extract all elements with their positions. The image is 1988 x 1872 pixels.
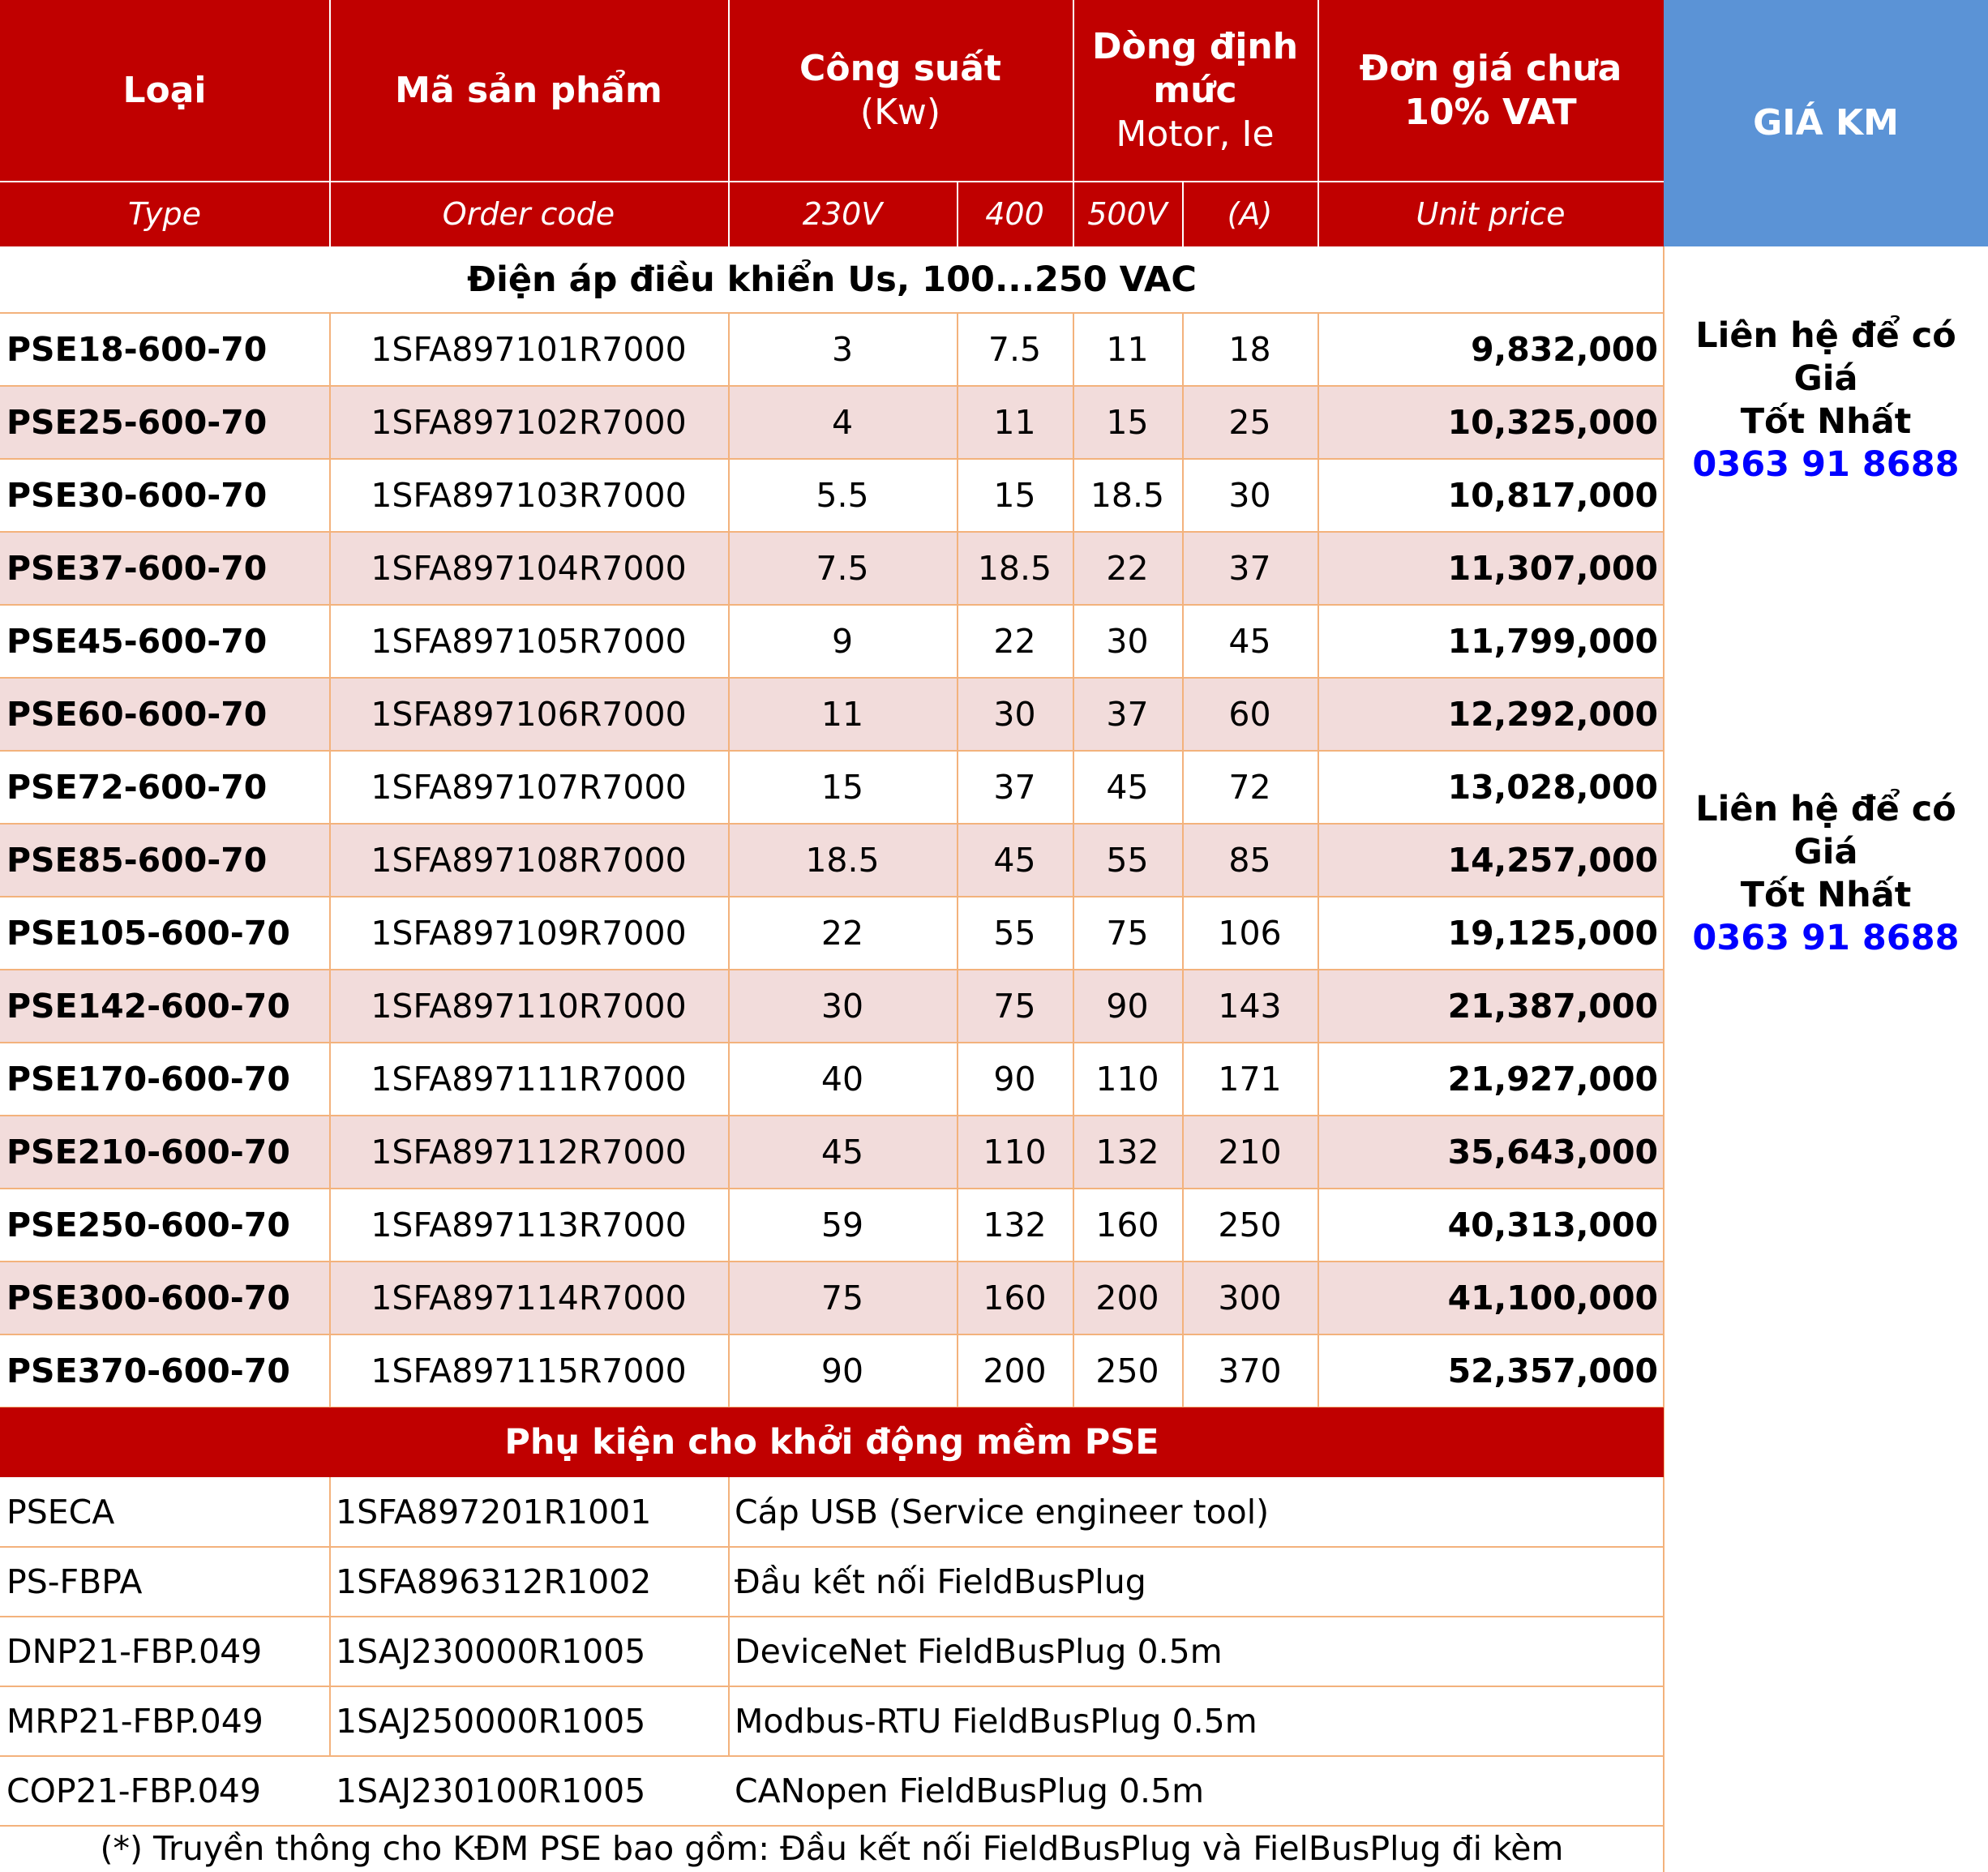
header-type-label: Loại xyxy=(122,70,207,111)
footnote: (*) Truyền thông cho KĐM PSE bao gồm: Đầu kết nối FieldBusPlug và FielBusPlug đi kèm xyxy=(100,1829,1564,1868)
cell-current-500v: 55 xyxy=(1106,841,1149,880)
cell-power-230v: 9 xyxy=(831,622,854,661)
cell-power-400v: 30 xyxy=(993,695,1036,734)
cell-power-400v: 110 xyxy=(983,1133,1047,1172)
cell-current-500v: 132 xyxy=(1095,1133,1159,1172)
subheader-230v: 230V xyxy=(802,196,883,232)
cell-power-230v: 59 xyxy=(820,1206,864,1244)
cell-power-400v: 15 xyxy=(993,476,1036,515)
cell-current-500v: 45 xyxy=(1106,768,1149,807)
header-promo xyxy=(1664,0,1988,246)
cell-code: 1SFA897111R7000 xyxy=(371,1060,687,1099)
cell-price: 13,028,000 xyxy=(1447,768,1658,807)
header-price-label: Đơn giá chưa 10% VAT xyxy=(1359,48,1622,133)
cell-current-amp: 25 xyxy=(1228,403,1271,442)
cell-power-230v: 7.5 xyxy=(816,549,869,588)
cell-price: 10,817,000 xyxy=(1447,476,1658,515)
cell-power-230v: 22 xyxy=(820,914,864,953)
cell-power-400v: 37 xyxy=(993,768,1036,807)
cell-power-230v: 15 xyxy=(820,768,864,807)
cell-code: 1SFA897106R7000 xyxy=(371,695,687,734)
cell-type: PSE370-600-70 xyxy=(6,1352,290,1390)
cell-power-230v: 40 xyxy=(820,1060,864,1099)
subheader-code: Order code xyxy=(442,196,615,232)
acc-desc: CANopen FieldBusPlug 0.5m xyxy=(735,1771,1205,1810)
cell-current-amp: 45 xyxy=(1228,622,1271,661)
cell-type: PSE85-600-70 xyxy=(6,841,268,880)
cell-type: PSE25-600-70 xyxy=(6,403,268,442)
acc-code: 1SFA896312R1002 xyxy=(336,1562,652,1601)
cell-power-400v: 7.5 xyxy=(988,330,1042,369)
header-code xyxy=(329,0,728,182)
cell-current-amp: 18 xyxy=(1228,330,1271,369)
subheader-type: Type xyxy=(128,196,201,232)
cell-power-230v: 11 xyxy=(820,695,864,734)
subheader-400v: 400 xyxy=(985,196,1044,232)
cell-code: 1SFA897109R7000 xyxy=(371,914,687,953)
header-current-title: Dòng định mức xyxy=(1091,26,1299,111)
cell-current-amp: 30 xyxy=(1228,476,1271,515)
cell-current-500v: 15 xyxy=(1106,403,1149,442)
cell-type: PSE142-600-70 xyxy=(6,987,290,1026)
cell-price: 19,125,000 xyxy=(1447,914,1658,953)
cell-type: PSE250-600-70 xyxy=(6,1206,290,1244)
acc-desc: Đầu kết nối FieldBusPlug xyxy=(735,1562,1146,1601)
cell-type: PSE60-600-70 xyxy=(6,695,268,734)
acc-type: MRP21-FBP.049 xyxy=(6,1702,263,1741)
cell-power-400v: 18.5 xyxy=(977,549,1052,588)
cell-power-230v: 30 xyxy=(820,987,864,1026)
promo-line1: Liên hệ để có Giá xyxy=(1695,789,1956,872)
cell-type: PSE210-600-70 xyxy=(6,1133,290,1172)
cell-power-400v: 55 xyxy=(993,914,1036,953)
header-power xyxy=(728,0,1073,182)
cell-current-amp: 106 xyxy=(1218,914,1282,953)
cell-type: PSE37-600-70 xyxy=(6,549,268,588)
cell-type: PSE30-600-70 xyxy=(6,476,268,515)
section-title: Điện áp điều khiển Us, 100...250 VAC xyxy=(467,259,1197,300)
cell-current-500v: 250 xyxy=(1095,1352,1159,1390)
cell-price: 11,799,000 xyxy=(1447,622,1658,661)
cell-price: 52,357,000 xyxy=(1447,1352,1658,1390)
cell-code: 1SFA897115R7000 xyxy=(371,1352,687,1390)
cell-current-500v: 18.5 xyxy=(1090,476,1165,515)
cell-code: 1SFA897107R7000 xyxy=(371,768,687,807)
cell-power-400v: 45 xyxy=(993,841,1036,880)
promo-phone: 0363 91 8688 xyxy=(1692,918,1960,958)
promo-contact-1 xyxy=(1664,315,1988,486)
cell-current-amp: 370 xyxy=(1218,1352,1282,1390)
cell-current-amp: 143 xyxy=(1218,987,1282,1026)
promo-phone: 0363 91 8688 xyxy=(1692,444,1960,485)
cell-power-230v: 75 xyxy=(820,1279,864,1317)
acc-type: PSECA xyxy=(6,1493,115,1531)
cell-current-amp: 210 xyxy=(1218,1133,1282,1172)
subheader-amp: (A) xyxy=(1227,196,1273,232)
cell-price: 40,313,000 xyxy=(1447,1206,1658,1244)
cell-code: 1SFA897113R7000 xyxy=(371,1206,687,1244)
subheader-500v: 500V xyxy=(1087,196,1168,232)
header-power-unit: (Kw) xyxy=(859,92,941,133)
cell-current-amp: 37 xyxy=(1228,549,1271,588)
header-type xyxy=(0,0,329,182)
cell-type: PSE300-600-70 xyxy=(6,1279,290,1317)
cell-code: 1SFA897112R7000 xyxy=(371,1133,687,1172)
cell-code: 1SFA897108R7000 xyxy=(371,841,687,880)
acc-type: PS-FBPA xyxy=(6,1562,143,1601)
cell-power-230v: 45 xyxy=(820,1133,864,1172)
acc-code: 1SAJ250000R1005 xyxy=(336,1702,646,1741)
cell-current-500v: 37 xyxy=(1106,695,1149,734)
acc-code: 1SAJ230000R1005 xyxy=(336,1632,646,1671)
cell-code: 1SFA897110R7000 xyxy=(371,987,687,1026)
cell-power-400v: 200 xyxy=(983,1352,1047,1390)
cell-price: 11,307,000 xyxy=(1447,549,1658,588)
cell-current-amp: 72 xyxy=(1228,768,1271,807)
header-price xyxy=(1317,0,1664,182)
cell-power-230v: 5.5 xyxy=(816,476,869,515)
cell-current-amp: 60 xyxy=(1228,695,1271,734)
cell-code: 1SFA897101R7000 xyxy=(371,330,687,369)
cell-power-400v: 22 xyxy=(993,622,1036,661)
cell-price: 35,643,000 xyxy=(1447,1133,1658,1172)
cell-code: 1SFA897114R7000 xyxy=(371,1279,687,1317)
cell-price: 14,257,000 xyxy=(1447,841,1658,880)
cell-price: 21,927,000 xyxy=(1447,1060,1658,1099)
cell-power-230v: 90 xyxy=(820,1352,864,1390)
cell-current-500v: 75 xyxy=(1106,914,1149,953)
cell-code: 1SFA897103R7000 xyxy=(371,476,687,515)
cell-type: PSE170-600-70 xyxy=(6,1060,290,1099)
header-current-unit: Motor, Ie xyxy=(1116,114,1275,155)
acc-code: 1SAJ230100R1005 xyxy=(336,1771,646,1810)
cell-current-500v: 110 xyxy=(1095,1060,1159,1099)
header-current xyxy=(1073,0,1317,182)
cell-power-400v: 90 xyxy=(993,1060,1036,1099)
cell-current-amp: 85 xyxy=(1228,841,1271,880)
acc-type: DNP21-FBP.049 xyxy=(6,1632,263,1671)
cell-power-400v: 160 xyxy=(983,1279,1047,1317)
cell-current-500v: 160 xyxy=(1095,1206,1159,1244)
acc-code: 1SFA897201R1001 xyxy=(336,1493,652,1531)
cell-power-400v: 132 xyxy=(983,1206,1047,1244)
header-promo-label: GIÁ KM xyxy=(1753,102,1899,144)
cell-power-400v: 11 xyxy=(993,403,1036,442)
cell-price: 41,100,000 xyxy=(1447,1279,1658,1317)
acc-desc: Modbus-RTU FieldBusPlug 0.5m xyxy=(735,1702,1257,1741)
cell-current-500v: 11 xyxy=(1106,330,1149,369)
cell-power-230v: 18.5 xyxy=(805,841,880,880)
cell-power-400v: 75 xyxy=(993,987,1036,1026)
cell-code: 1SFA897102R7000 xyxy=(371,403,687,442)
acc-desc: Cáp USB (Service engineer tool) xyxy=(735,1493,1270,1531)
acc-type: COP21-FBP.049 xyxy=(6,1771,261,1810)
cell-price: 9,832,000 xyxy=(1471,330,1658,369)
cell-current-500v: 22 xyxy=(1106,549,1149,588)
cell-current-amp: 250 xyxy=(1218,1206,1282,1244)
cell-code: 1SFA897104R7000 xyxy=(371,549,687,588)
cell-power-230v: 4 xyxy=(831,403,854,442)
cell-current-500v: 30 xyxy=(1106,622,1149,661)
promo-line1: Liên hệ để có Giá xyxy=(1695,315,1956,399)
cell-price: 12,292,000 xyxy=(1447,695,1658,734)
cell-current-500v: 90 xyxy=(1106,987,1149,1026)
cell-power-230v: 3 xyxy=(831,330,854,369)
cell-type: PSE45-600-70 xyxy=(6,622,268,661)
accessories-title: Phụ kiện cho khởi động mềm PSE xyxy=(0,1407,1664,1477)
cell-type: PSE72-600-70 xyxy=(6,768,268,807)
cell-code: 1SFA897105R7000 xyxy=(371,622,687,661)
cell-type: PSE18-600-70 xyxy=(6,330,268,369)
cell-current-amp: 300 xyxy=(1218,1279,1282,1317)
cell-current-500v: 200 xyxy=(1095,1279,1159,1317)
cell-price: 21,387,000 xyxy=(1447,987,1658,1026)
cell-type: PSE105-600-70 xyxy=(6,914,290,953)
subheader-price: Unit price xyxy=(1416,196,1566,232)
cell-price: 10,325,000 xyxy=(1447,403,1658,442)
promo-line2: Tốt Nhất xyxy=(1740,401,1912,442)
promo-line2: Tốt Nhất xyxy=(1740,875,1912,915)
cell-current-amp: 171 xyxy=(1218,1060,1282,1099)
promo-contact-2 xyxy=(1664,788,1988,960)
acc-desc: DeviceNet FieldBusPlug 0.5m xyxy=(735,1632,1223,1671)
header-power-title: Công suất xyxy=(799,48,1001,89)
header-code-label: Mã sản phẩm xyxy=(395,70,662,111)
